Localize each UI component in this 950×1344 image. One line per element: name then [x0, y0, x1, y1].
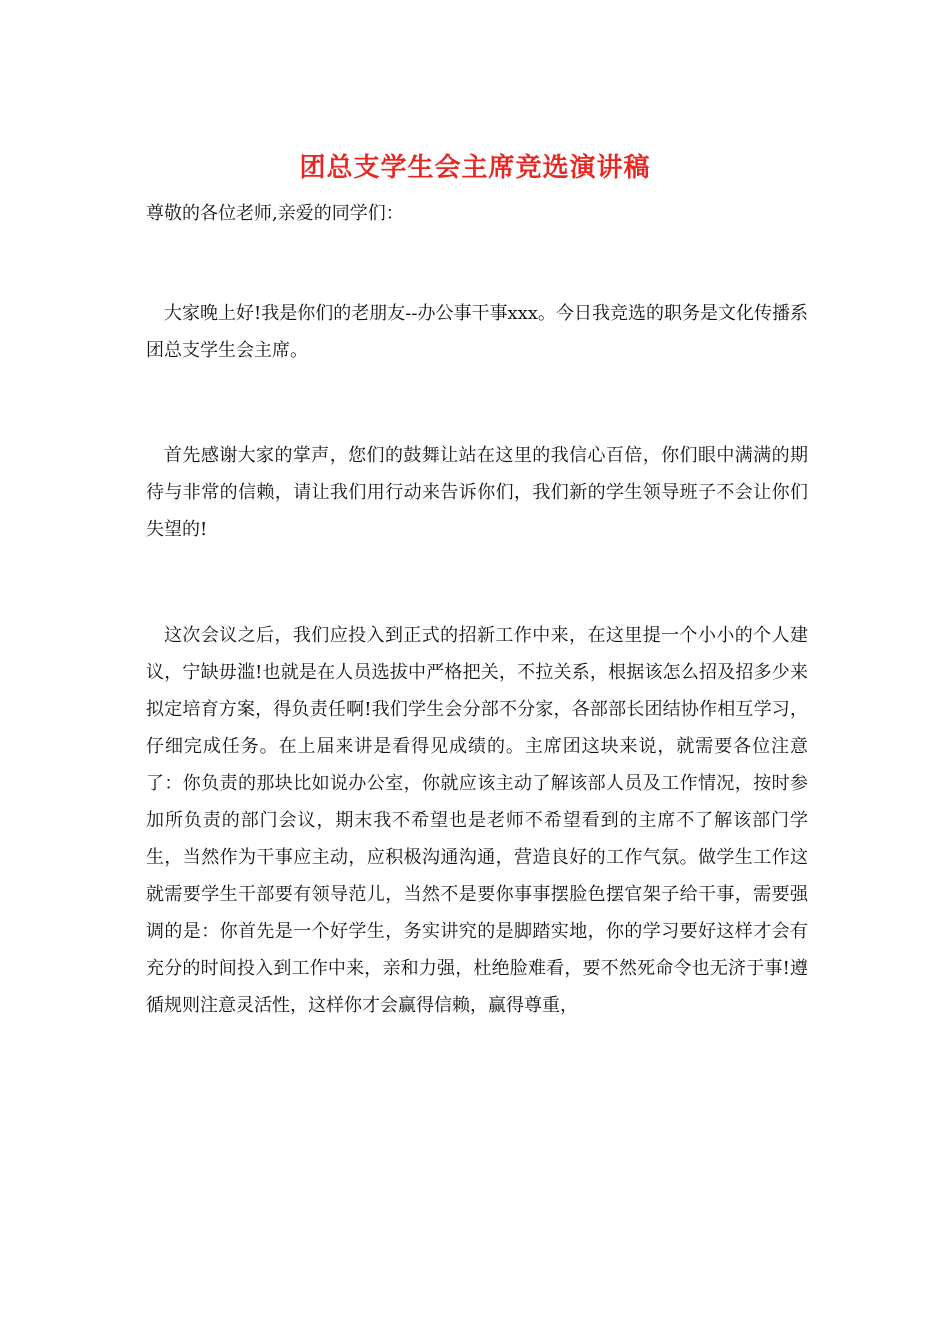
document-title: 团总支学生会主席竞选演讲稿 [299, 153, 651, 183]
paragraph-greeting: 大家晚上好!我是你们的老朋友--办公事干事xxx。今日我竞选的职务是文化传播系团总支学生会主席。 [146, 303, 808, 361]
salutation: 尊敬的各位老师,亲爱的同学们： [146, 203, 404, 224]
paragraph-thanks: 首先感谢大家的掌声，您们的鼓舞让站在这里的我信心百倍，你们眼中满满的期待与非常的信赖，请让我们用行动来告诉你们，我们新的学生领导班子不会让你们失望的! [146, 445, 808, 540]
paragraph-proposal: 这次会议之后，我们应投入到正式的招新工作中来，在这里提一个小小的个人建议，宁缺毋滥!也就是在人员选拔中严格把关，不拉关系，根据该怎么招及招多少来拟定培育方案，得负责任啊!我们学生会分部不分家，各部部长团结协作相互学习，仔细完成任务。在上届来讲是看得见成绩的。主席团这块来说，就需要各位注意了：你负责的那块比如说办公室，你就应该主动了解该部人员及工作情况，按时参加所负责的部门会议，期末我不希望也是老师不希望看到的主席不了解该部门学生，当然作为干事应主动，应积极沟通沟通，营造良好的工作气氛。做学生工作这就需要学生干部要有领导范儿，当然不是要你事事摆脸色摆官架子给干事，需要强调的是：你首先是一个好学生，务实讲究的是脚踏实地，你的学习要好这样才会有充分的时间投入到工作中来，亲和力强，杜绝脸难看，要不然死命令也无济于事!遵循规则注意灵活性，这样你才会赢得信赖，赢得尊重， [146, 625, 808, 1016]
